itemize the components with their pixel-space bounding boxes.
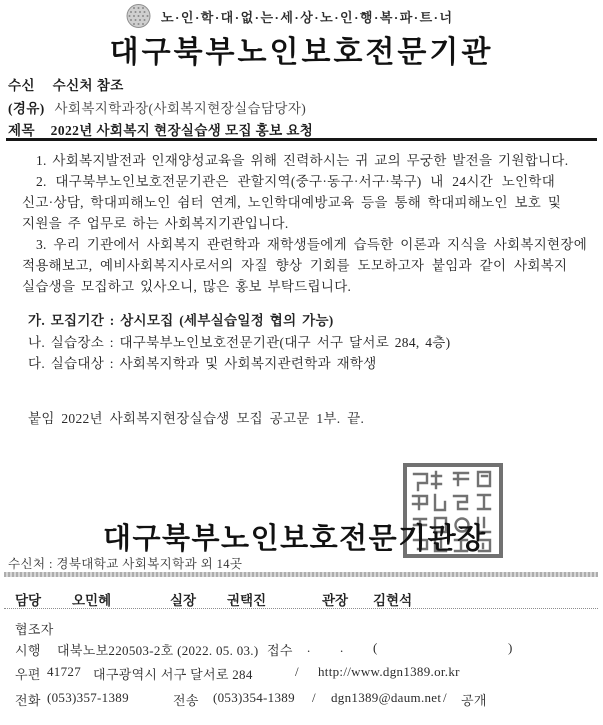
footer-band-divider [4,572,598,577]
website-url: http://www.dgn1389.or.kr [318,664,460,679]
disclosure-label: 공개 [461,693,487,708]
org-logo-icon [125,3,152,29]
recipient-to-row [8,74,124,94]
list-item-target: 다. 실습대상 : 사회복지학과 및 사회복지관련학과 재학생 [28,356,377,371]
subject-label: 제목 [8,123,35,138]
postal-address: 대구광역시 서구 달서로 284 [93,667,253,682]
execution-row [0,640,603,658]
officials-row [0,589,603,607]
to-label: 수신 [8,78,35,93]
body-line: 신고·상담, 학대피해노인 쉼터 연계, 노인학대예방교육 등을 통해 학대피해노인 보호 및 [22,195,562,210]
header-slogan-row [125,3,454,29]
to-value: 수신처 참조 [52,78,124,93]
signature-title: 대구북부노인보호전문기관장 [103,523,487,555]
fax-value: (053)354-1389 [213,690,295,705]
body-line: 1. 사회복지발전과 인재양성교육을 위해 진력하시는 귀 교의 무궁한 발전을 기원합니다. [36,153,569,168]
phone-row [0,690,603,708]
body-line: 실습생을 모집하고 있사오니, 많은 홍보 부탁드립니다. [22,279,352,294]
postal-row [0,664,603,682]
fax-label: 전송 [173,693,199,708]
postal-code: 41727 [47,664,81,679]
body-line: 지원을 주 업무로 하는 사회복지기관입니다. [22,216,289,231]
postal-label: 우편 [15,667,41,682]
official-name: 김현석 [373,593,413,608]
list-item-place: 나. 실습장소 : 대구북부노인보호전문기관(대구 서구 달서로 284, 4층) [28,335,451,350]
receipt-paren-open: ( [373,640,378,655]
header-divider [6,138,597,141]
official-role: 실장 [170,593,197,608]
receipt-dot: . [340,640,344,655]
org-title: 대구북부노인보호전문기관 [109,36,494,69]
slash-separator: / [295,664,299,679]
exec-value: 대북노보220503-2호 (2022. 05. 03.) [57,643,259,658]
attachment-line: 붙임 2022년 사회복지현장실습생 모집 공고문 1부. 끝. [28,411,365,426]
receipt-paren-close: ) [508,640,513,655]
phone-label: 전화 [15,693,41,708]
slash-separator: / [443,690,447,705]
official-role: 관장 [322,593,349,608]
recipients-list: 수신처 : 경북대학교 사회복지학과 외 14곳 [8,557,243,571]
body-line: 3. 우리 기관에서 사회복지 관련학과 재학생들에게 습득한 이론과 지식을 사회복지현장에 [36,237,588,252]
email-address: dgn1389@daum.net [331,690,442,705]
receipt-dot: . [307,640,311,655]
subject-row [8,119,313,139]
recipient-via-row [8,97,306,117]
subject-value: 2022년 사회복지 현장실습생 모집 홍보 요청 [50,123,314,138]
body-line: 적용해보고, 예비사회복지사로서의 자질 향상 기회를 도모하고자 붙임과 같이 사회복지 [22,258,568,273]
cooperator-label: 협조자 [15,622,54,637]
header-slogan: 노·인·학·대·없·는·세·상·노·인·행·복·파·트·너 [161,9,454,25]
exec-label: 시행 [15,643,41,658]
official-role: 담당 [15,593,42,608]
phone-value: (053)357-1389 [47,690,129,705]
list-item-recruit-period: 가. 모집기간 : 상시모집 (세부실습일정 협의 가능) [28,313,334,328]
body-line: 2. 대구북부노인보호전문기관은 관할지역(중구·동구·서구·북구) 내 24시간 노인학대 [36,174,556,189]
receipt-label: 접수 [267,643,293,658]
footer-dotted-divider [4,608,598,609]
via-value: 사회복지학과장(사회복지현장실습담당자) [54,101,307,116]
slash-separator: / [312,690,316,705]
official-name: 오민혜 [72,593,112,608]
via-label: (경유) [8,101,45,116]
official-name: 권택진 [227,593,267,608]
